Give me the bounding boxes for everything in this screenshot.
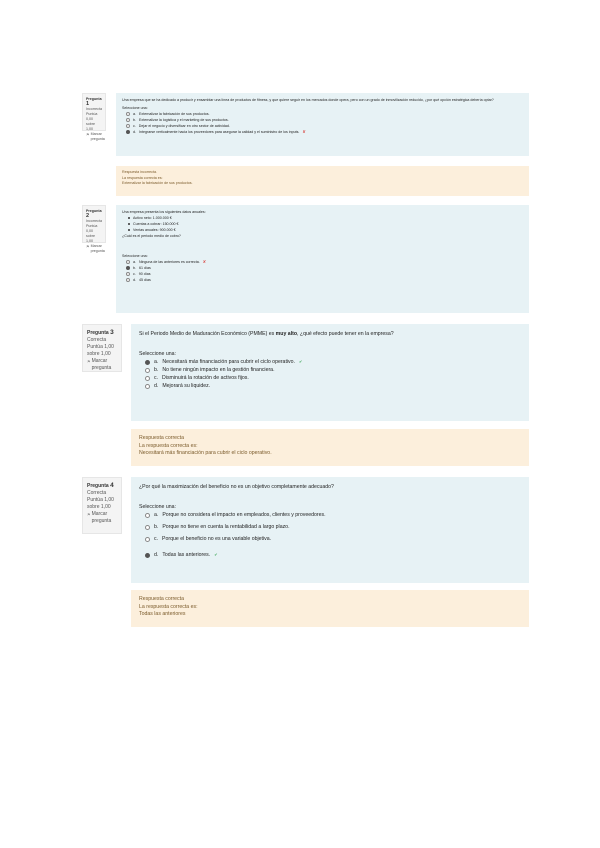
radio-button[interactable] [145,553,150,558]
feedback-title: Respuesta incorrecta. [122,170,157,174]
question-score: Puntúa 1,00 sobre 1,00 [87,497,114,510]
question-label: Pregunta [87,330,109,336]
feedback-answer: Externalizar la fabricación de sus productos. [122,181,193,185]
feedback-answer: Todas las anteriores [139,611,186,617]
flag-icon: ⚑ [87,512,91,517]
select-label: Seleccione una: [139,504,176,510]
question-status: Incorrecta [86,219,102,223]
answer-option[interactable]: b. 61 días [126,265,523,271]
answer-option[interactable]: c. Disminuirá la rotación de activos fijos. [145,374,521,382]
select-label: Seleccione una: [122,106,148,110]
radio-button[interactable] [145,376,150,381]
question-text-box [116,93,529,156]
answer-option[interactable]: c. Porque el beneficio no es una variable objetiva. [145,535,521,543]
bullet-dot [128,229,130,231]
feedback-title: Respuesta correcta [139,596,184,602]
select-label: Seleccione una: [122,254,148,258]
answer-option[interactable]: c. Dejar el negocio y diversificar en otro sector de actividad. [126,123,523,129]
flag-question-link[interactable] [87,358,117,372]
question-number: 1 [86,101,90,107]
answer-option[interactable]: c. 90 días [126,271,523,277]
question-text-box [131,477,529,583]
answer-option[interactable]: b. Externalizar la logística y el marketing de sus productos. [126,117,523,123]
radio-button[interactable] [126,266,130,270]
feedback-line: La respuesta correcta es: [139,603,198,610]
question-text: ¿Por qué la maximización del beneficio no es un objetivo completamente adecuado? [139,484,334,490]
question-ask: ¿Cuál es el periodo medio de cobro? [122,234,181,238]
bullet-dot [128,217,130,219]
answer-option[interactable]: d. 45 días [126,277,523,283]
question-status: Correcta [87,490,107,496]
list-item: Cuentas a cobrar: 150.000 € [128,221,523,227]
question-text: Una empresa que se ha dedicado a producir y ensamblar una línea de productos de fitness, y que quiere seguir en los mercados donde opera, pero con un grado de inmovilización reducido, ¿por qué opción estratégica debería optar? [122,98,494,102]
question-label: Pregunta [86,97,102,101]
question-info-3 [82,324,122,372]
flag-label: Marcar pregunta [90,132,105,141]
flag-icon: ⚑ [86,132,90,137]
question-number: 2 [86,213,90,219]
flag-label: Marcar pregunta [91,511,112,524]
radio-button[interactable] [145,384,150,389]
flag-icon: ⚑ [87,359,91,364]
flag-label: Marcar pregunta [91,358,112,371]
flag-icon: ⚑ [86,244,90,249]
question-text: Si el Periodo Medio de Maduración Económico (PMME) es muy alto, ¿qué efecto puede tener en la empresa? [139,331,394,337]
answer-option[interactable]: a. Ninguna de las anteriores es correcta. ✘ [126,259,523,265]
answer-option[interactable]: a. Necesitará más financiación para cubrir el ciclo operativo. ✔ [145,358,521,366]
cross-icon: ✘ [302,129,306,134]
radio-button[interactable] [126,278,130,282]
radio-button[interactable] [126,124,130,128]
question-info-2 [82,205,106,253]
feedback-title: Respuesta correcta [139,435,184,441]
check-icon: ✔ [298,359,303,364]
answer-option[interactable]: a. Externalizar la fabricación de sus productos. [126,111,523,117]
feedback-line: La respuesta correcta es: [139,442,198,449]
answer-option[interactable]: b. Porque no tiene en cuenta la rentabilidad a largo plazo. [145,523,521,531]
question-score: Puntúa 1,00 sobre 1,00 [87,344,114,357]
question-info-1 [82,93,106,141]
flag-question-link[interactable] [86,244,105,254]
check-icon: ✔ [214,552,218,557]
radio-button[interactable] [145,537,150,542]
radio-button[interactable] [145,525,150,530]
list-item: Ventas anuales: 900.000 € [128,227,523,233]
question-score: Puntúa 0,00 sobre 1,00 [86,112,98,131]
question-number: 3 [110,329,114,336]
flag-label: Marcar pregunta [90,244,105,253]
question-label: Pregunta [87,483,109,489]
question-number: 4 [110,482,114,489]
feedback-box [131,429,529,466]
answer-option[interactable]: a. Porque no considera el impacto en empleados, clientes y proveedores. [145,511,521,519]
list-item: Activo neto: 1.000.000 € [128,215,523,221]
bullet-dot [128,223,130,225]
question-intro: Una empresa presenta los siguientes datos anuales: [122,210,206,214]
question-text-box [116,205,529,313]
question-label: Pregunta [86,209,102,213]
radio-button[interactable] [126,118,130,122]
cross-icon: ✘ [202,259,207,264]
answer-option[interactable]: d. Todas las anteriores. ✔ [145,551,521,559]
radio-button[interactable] [145,368,150,373]
answer-option[interactable]: b. No tiene ningún impacto en la gestión financiera. [145,366,521,374]
answer-option[interactable]: d. Mejorará su liquidez. [145,382,521,390]
question-score: Puntúa 0,00 sobre 1,00 [86,224,98,243]
radio-button[interactable] [126,130,130,134]
radio-button[interactable] [145,513,150,518]
feedback-box [116,166,529,196]
radio-button[interactable] [126,112,130,116]
feedback-box [131,590,529,627]
radio-button[interactable] [126,260,130,264]
question-text-box [131,324,529,421]
feedback-line: La respuesta correcta es: [122,175,163,180]
question-info-4 [82,477,122,534]
flag-question-link[interactable] [87,511,117,525]
question-status: Incorrecta [86,107,102,111]
feedback-answer: Necesitará más financiación para cubrir el ciclo operativo. [139,450,272,456]
select-label: Seleccione una: [139,351,176,357]
question-status: Correcta [87,337,107,343]
radio-button[interactable] [145,360,150,365]
radio-button[interactable] [126,272,130,276]
answer-option[interactable]: d. Integrarse verticalmente hacia los proveedores para asegurar la calidad y el suministro de los inputs. ✘ [126,129,523,135]
flag-question-link[interactable] [86,132,105,142]
